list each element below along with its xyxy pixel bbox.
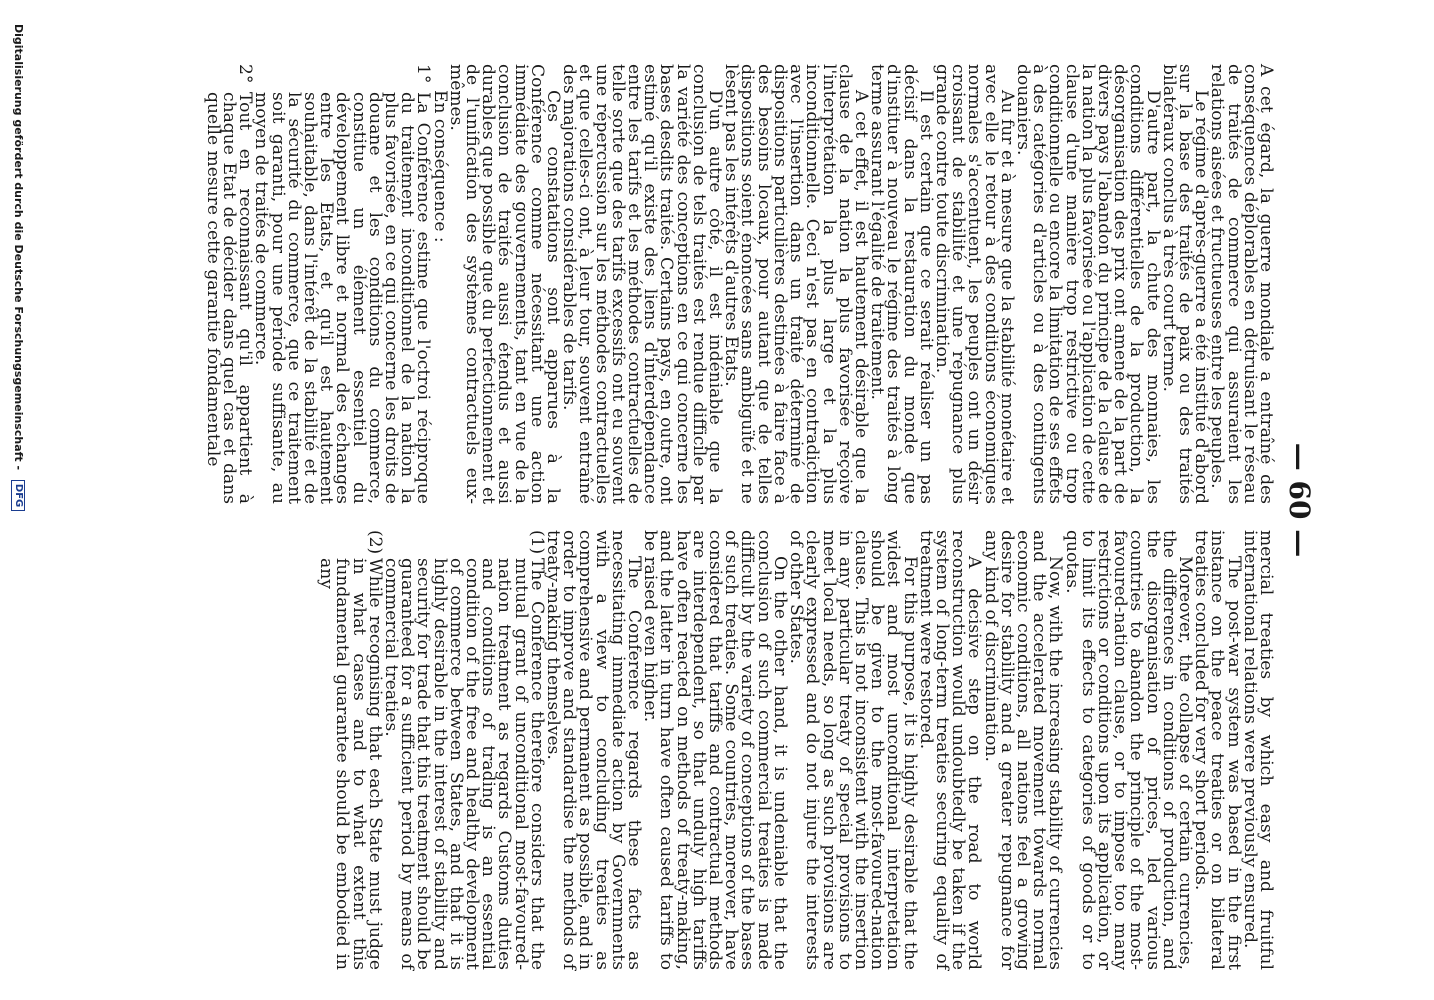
english-list-item [383,530,545,970]
french-paragraph: D'un autre côté, il est indéniable que la conclusion de tels traités est rendue difficile par la variété des conceptions en ce qui concerne les bases desdits traités. Certains pays, en outre, ont estimé qu'il existe des liens d'interdépendance entre les tarifs et les méthodes contractuelles de telle sorte que des tarifs excessifs ont eu souvent une répercussion sur les méthodes contractuelles et que celles-ci ont, à leur tour, souvent entraîné des majorations considérables de tarifs. [559,64,726,504]
english-paragraph: The post-war system was based in the first instance on the peace treaties or on bilateral treaties concluded for very short periods. [1191,530,1244,970]
french-item-text: La Conférence estime que l'octroi réciproque du traitement inconditionnel de la nation la plus favorisée, en ce qui concerne les droits de douane et les conditions du commerce, constitue un élément essentiel du développement libre et normal des échanges entre les Etats, et qu'il est hautement souhaitable, dans l'intérêt de la stabilité et de la sécurité du commerce, que ce traitement soit garanti, pour une période suffisante, au moyen de traités de commerce. [251,92,434,504]
french-column [202,64,1276,504]
english-paragraph: Now, with the increasing stability of currencies and the accelerated movement towards normal economic conditions, all nations feel a growing desire for stability and a greater repugnance for any kind of discrimination. [980,530,1066,970]
english-paragraph: On the other hand, it is undeniable that the conclusion of such commercial treaties is made difficult by the variety of conceptions of the bases of such treaties. Some countries, moreover, have considered that tariffs and contractual methods are interdependent, so that unduly high tariffs have often reacted on methods of treaty-making, and the latter in turn have often caused tariffs to be raised even higher. [640,530,790,970]
french-item-number: 1° [413,64,434,84]
english-list-item [318,530,383,970]
english-paragraph: mercial treaties by which easy and fruitful international relations were previously ensured. [1239,530,1276,970]
digitization-text: Digitalisierung gefördert durch die Deutsche Forschungsgemeinschaft - [12,24,25,471]
french-item-number: 2° [235,64,256,84]
french-paragraph: Le régime d'après-guerre a été institué d'abord sur la base des traités de paix ou des traités bilatéraux conclus à très court terme. [1158,64,1212,504]
french-paragraph: D'autre part, la chute des monnaies, les conditions différentielles de la production, la désorganisation des prix ont amené de la part de divers pays l'abandon du principe de la clause de la nation la plus favorisée ou l'application de cette clause d'une manière trop restrictive ou trop conditionnelle ou encore la limitation de ses effets à des catégories d'articles ou à des contingents douaniers. [1012,64,1163,504]
french-item-text: Tout en reconnaissant qu'il appartient à chaque Etat de décider dans quel cas et dans quelle mesure cette garantie fondamentale [202,92,256,504]
english-paragraph: Moreover, the collapse of certain currencies, the differences in conditions of production, and the disorganisation of prices, led various countries to abandon the principle of the most-favoured-nation clause, or to impose too many restrictions or conditions upon its application, or to limit its effects to categories of goods or to quotas. [1061,530,1195,970]
dfg-logo: DFG [11,480,25,511]
french-paragraph: En conséquence : [429,90,450,243]
french-paragraph: Ces constatations sont apparues à la Conférence comme nécessitant une action immédiate des gouvernements, tant en vue de la conclusion de traités aussi étendus et aussi durables que possible que du perfectionnement et de l'unification des systèmes contractuels eux-mêmes. [445,64,564,504]
french-paragraph: Au fur et à mesure que la stabilité monétaire et avec elle le retour à des conditions économiques normales s'accentuent, les peuples ont un désir croissant de stabilité et une répugnance plus grande contre toute discrimination. [931,64,1017,504]
english-item-number: (1) [526,530,547,555]
french-list-item [202,64,256,504]
french-paragraph: A cet égard, la guerre mondiale a entraîné des conséquences déplorables en détruisant le réseau de traités de commerce qui assuraient les relations aisées et fructueuses entre les peuples. [1207,64,1276,504]
english-paragraph: For this purpose, it is highly desirable that the widest and most unconditional interpretation should be given to the most-favoured-nation clause. This is not inconsistent with the insertion in any particular treaty of special provisions to meet local needs, so long as such provisions are clearly expressed and do not injure the interests of other States. [786,530,920,970]
english-paragraph: A decisive step on the road to world reconstruction would undoubtedly be taken if the system of long-term treaties securing equality of treatment were restored. [915,530,985,970]
english-item-text: While recognising that each State must judge in what cases and to what extent this fundamental guarantee should be embodied in any [316,558,385,970]
french-paragraph: Il est certain que ce serait réaliser un pas décisif dans la restauration du monde que d'instituer à nouveau le régime des traités à long terme assurant l'égalité de traitement. [867,64,936,504]
french-list-item [251,64,434,504]
english-column [318,530,1274,970]
page-number: — 60 — [1283,442,1316,558]
french-paragraph: A cet effet, il est hautement désirable que la clause de la nation la plus favorisée reçoive l'interprétation la plus large et la plus inconditionnelle. Ceci n'est pas en contradiction avec l'insertion dans un traité déterminé de dispositions particulières destinées à faire face à des besoins locaux, pour autant que de telles dispositions soient énoncées sans ambiguïté et ne lèsent pas les intérêts d'autres Etats. [721,64,871,504]
english-item-number: (2) [364,530,385,555]
english-item-text: The Conference therefore considers that the mutual grant of unconditional most-favoured-nation treatment as regards Customs duties and conditions of trading is an essential condition of the free and healthy development of commerce between States, and that it is highly desirable in the interest of stability and security for trade that this treatment should be guaranteed for a sufficient period by means of commercial treaties. [381,558,547,970]
english-paragraph: The Conference regards these facts as necessitating immediate action by Governments with a view to concluding treaties as comprehensive and permanent as possible, and in order to improve and standardise the methods of treaty-making themselves. [543,530,645,970]
digitization-note [11,24,25,984]
